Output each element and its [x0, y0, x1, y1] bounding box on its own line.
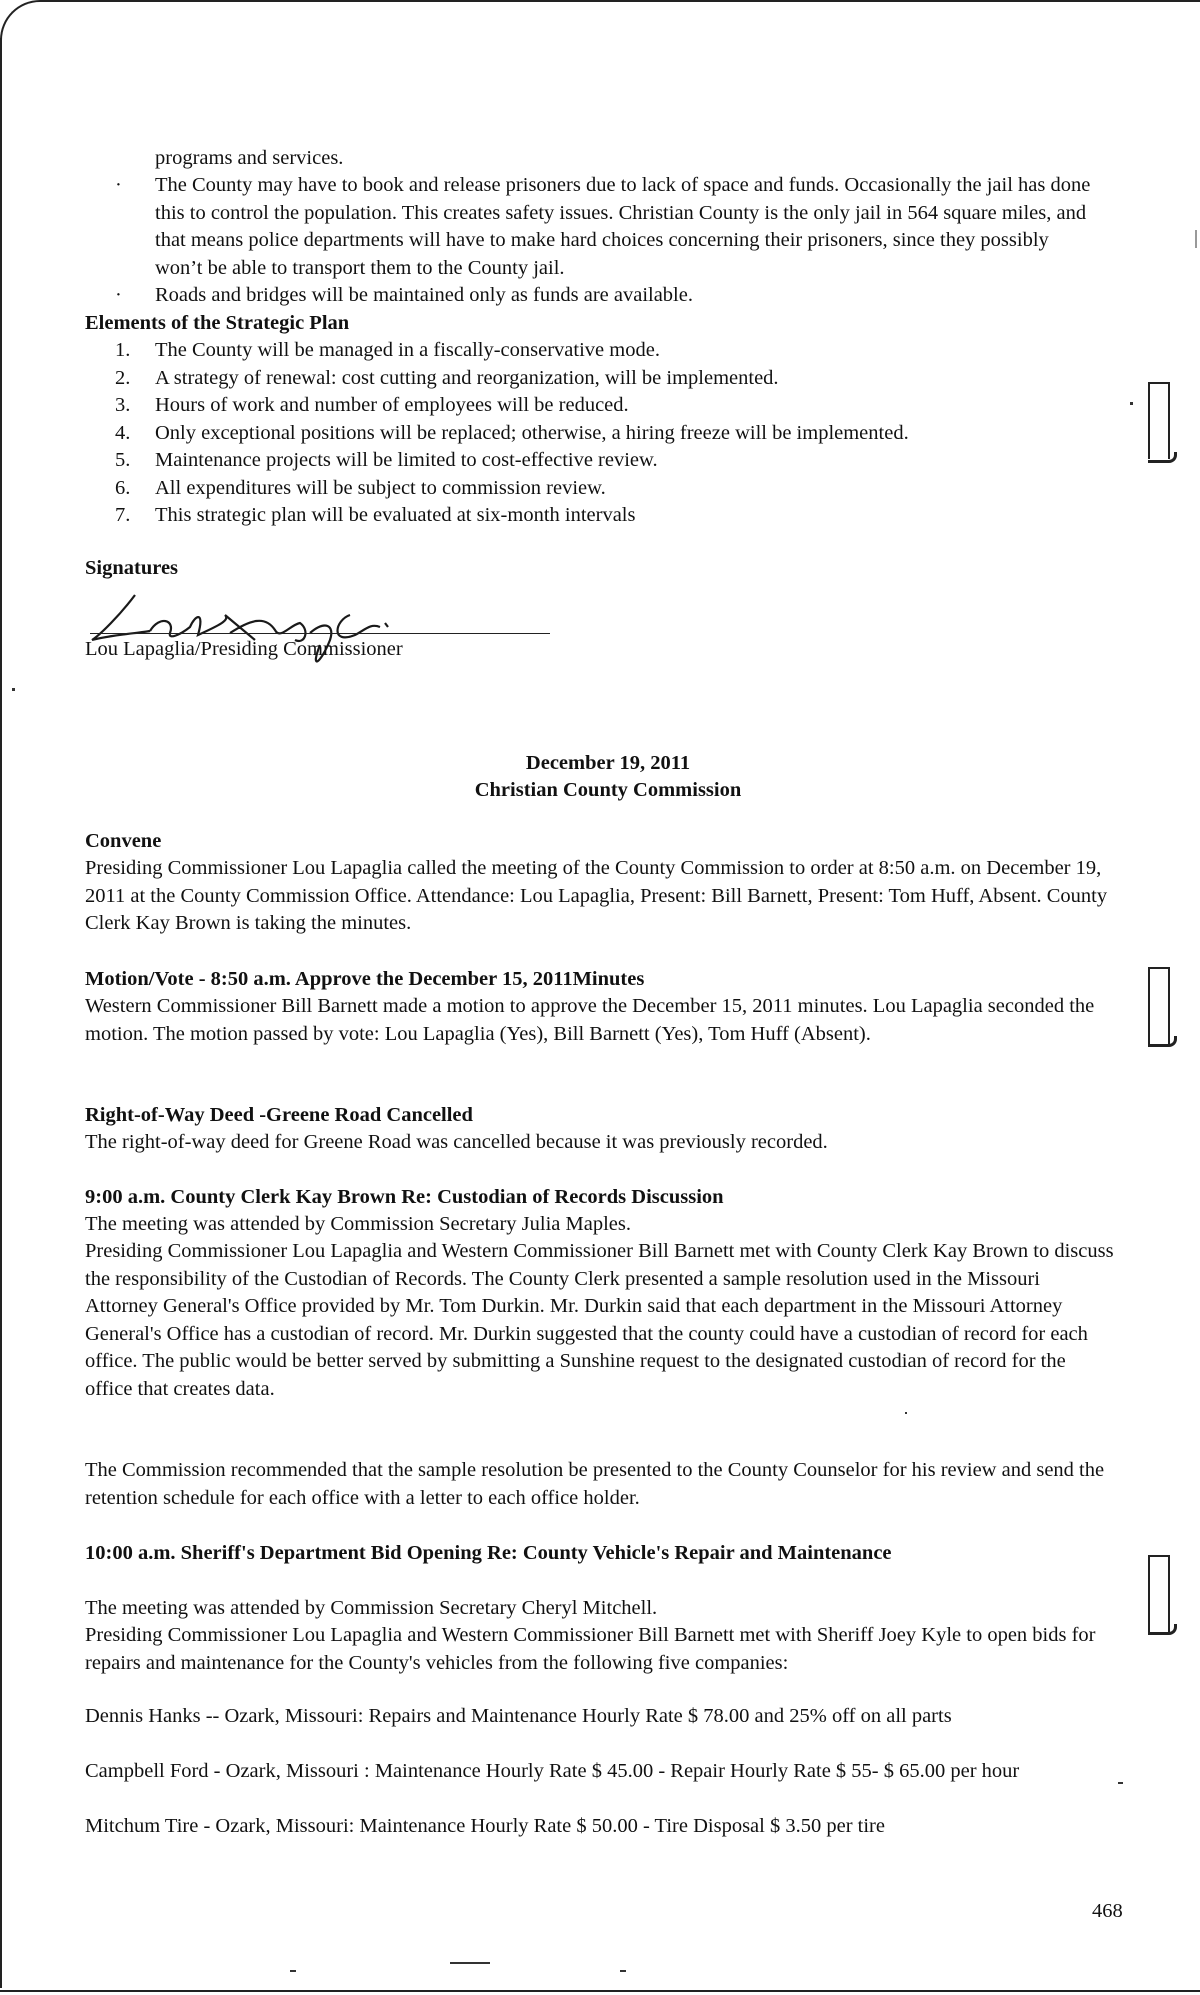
- motion-heading: Motion/Vote - 8:50 a.m. Approve the December 15, 2011Minutes: [85, 968, 645, 990]
- bullet-list: [115, 172, 1100, 310]
- list-item: 6. All expenditures will be subject to commission review.: [115, 476, 606, 499]
- bids-text: Presiding Commissioner Lou Lapaglia and Western Commissioner Bill Barnett met with Sheriff Joey Kyle to open bids for repairs and maintenance for the County's vehicles from the following five companies:: [85, 1624, 1096, 1674]
- list-item: 3. Hours of work and number of employees will be reduced.: [115, 394, 629, 416]
- signer-name: Lou Lapaglia/Presiding Commissioner: [85, 638, 403, 660]
- scan-speck: [450, 1962, 490, 1964]
- bid-campbell-ford: Campbell Ford - Ozark, Missouri : Maintenance Hourly Rate $ 45.00 - Repair Hourly Rate $ 55- $ 65.00 per hour: [85, 1760, 1020, 1782]
- custodian-recommendation: The Commission recommended that the sample resolution be presented to the County Counselor for his review and send the retention schedule for each office with a letter to each office holder.: [85, 1459, 1105, 1509]
- list-item: · The County may have to book and release prisoners due to lack of space and funds. Occasionally the jail has done this to control the population. This creates safety issues. Christian County is the only jail in 564 square miles, and that means police departments will have to make hard choices concerning their prisoners, since they possibly won’t be able to transport them to the County jail.: [115, 174, 1091, 279]
- deed-heading: Right-of-Way Deed -Greene Road Cancelled: [85, 1104, 473, 1126]
- scan-speck: [12, 688, 15, 691]
- bids-heading: 10:00 a.m. Sheriff's Department Bid Opening Re: County Vehicle's Repair and Maintenance: [85, 1542, 892, 1564]
- margin-bracket: [1148, 967, 1170, 1044]
- list-item: 2. A strategy of renewal: cost cutting and reorganization, will be implemented.: [115, 366, 779, 389]
- bids-attended: The meeting was attended by Commission Secretary Cheryl Mitchell.: [85, 1597, 658, 1619]
- strategic-plan-list: [115, 337, 1100, 530]
- list-item: 5. Maintenance projects will be limited to cost-effective review.: [115, 449, 658, 471]
- scan-speck: [620, 1970, 626, 1972]
- signature-line: [90, 633, 550, 634]
- page-border-corner: [0, 0, 42, 42]
- meeting-date: December 19, 2011: [525, 752, 691, 774]
- custodian-attended: The meeting was attended by Commission Secretary Julia Maples.: [85, 1213, 631, 1235]
- page-number: 468: [1092, 1900, 1123, 1922]
- list-item: · Roads and bridges will be maintained only as funds are available.: [115, 284, 693, 306]
- convene-text: Presiding Commissioner Lou Lapaglia called the meeting of the County Commission to order at 8:50 a.m. on December 19, 2011 at the County Commission Office. Attendance: Lou Lapaglia, Present: Bill Barnett, Present: Tom Huff, Absent. County Clerk Kay Brown is taking the minutes.: [85, 857, 1108, 934]
- custodian-heading: 9:00 a.m. County Clerk Kay Brown Re: Custodian of Records Discussion: [85, 1186, 724, 1208]
- list-item: 1. The County will be managed in a fiscally-conservative mode.: [115, 339, 660, 361]
- convene-heading: Convene: [85, 830, 162, 852]
- margin-bracket: [1148, 1555, 1170, 1632]
- meeting-body: Christian County Commission: [474, 779, 742, 801]
- deed-text: The right-of-way deed for Greene Road was cancelled because it was previously recorded.: [85, 1131, 828, 1153]
- scan-speck: [1195, 230, 1197, 248]
- bid-mitchum-tire: Mitchum Tire - Ozark, Missouri: Maintenance Hourly Rate $ 50.00 - Tire Disposal $ 3.50 per tire: [85, 1815, 885, 1837]
- signatures-heading: Signatures: [85, 557, 179, 579]
- list-item: 4. Only exceptional positions will be replaced; otherwise, a hiring freeze will be implemented.: [115, 421, 909, 444]
- margin-bracket-foot: [1148, 452, 1177, 463]
- continued-line: programs and services.: [155, 147, 344, 169]
- strategic-plan-heading: Elements of the Strategic Plan: [85, 312, 350, 334]
- page-border-left: [0, 38, 2, 1988]
- scan-speck: [1130, 402, 1133, 405]
- scan-speck: [290, 1970, 296, 1972]
- motion-text: Western Commissioner Bill Barnett made a motion to approve the December 15, 2011 minutes. Lou Lapaglia seconded the motion. The motion passed by vote: Lou Lapaglia (Yes), Bill Barnett (Yes), Tom Huff (Absent).: [85, 995, 1095, 1045]
- list-item: 7. This strategic plan will be evaluated at six-month intervals: [115, 504, 636, 526]
- margin-bracket-foot: [1148, 1036, 1177, 1047]
- scan-speck: [905, 1412, 907, 1414]
- bid-dennis-hanks: Dennis Hanks -- Ozark, Missouri: Repairs and Maintenance Hourly Rate $ 78.00 and 25% off on all parts: [85, 1705, 952, 1727]
- scan-speck: [1118, 1782, 1123, 1784]
- custodian-text: Presiding Commissioner Lou Lapaglia and Western Commissioner Bill Barnett met with County Clerk Kay Brown to discuss the responsibility of the Custodian of Records. The County Clerk presented a sample resolution used in the Missouri Attorney General's Office provided by Mr. Tom Durkin. Mr. Durkin said that each department in the Missouri Attorney General's Office has a custodian of record. Mr. Durkin suggested that the county could have a custodian of record for each office. The public would be better served by submitting a Sunshine request to the designated custodian of record for the office that creates data.: [85, 1240, 1114, 1400]
- page-border-bottom: [0, 1990, 1200, 1992]
- page-border-top: [40, 0, 1200, 3]
- margin-bracket-foot: [1148, 1624, 1177, 1635]
- margin-bracket: [1148, 382, 1170, 459]
